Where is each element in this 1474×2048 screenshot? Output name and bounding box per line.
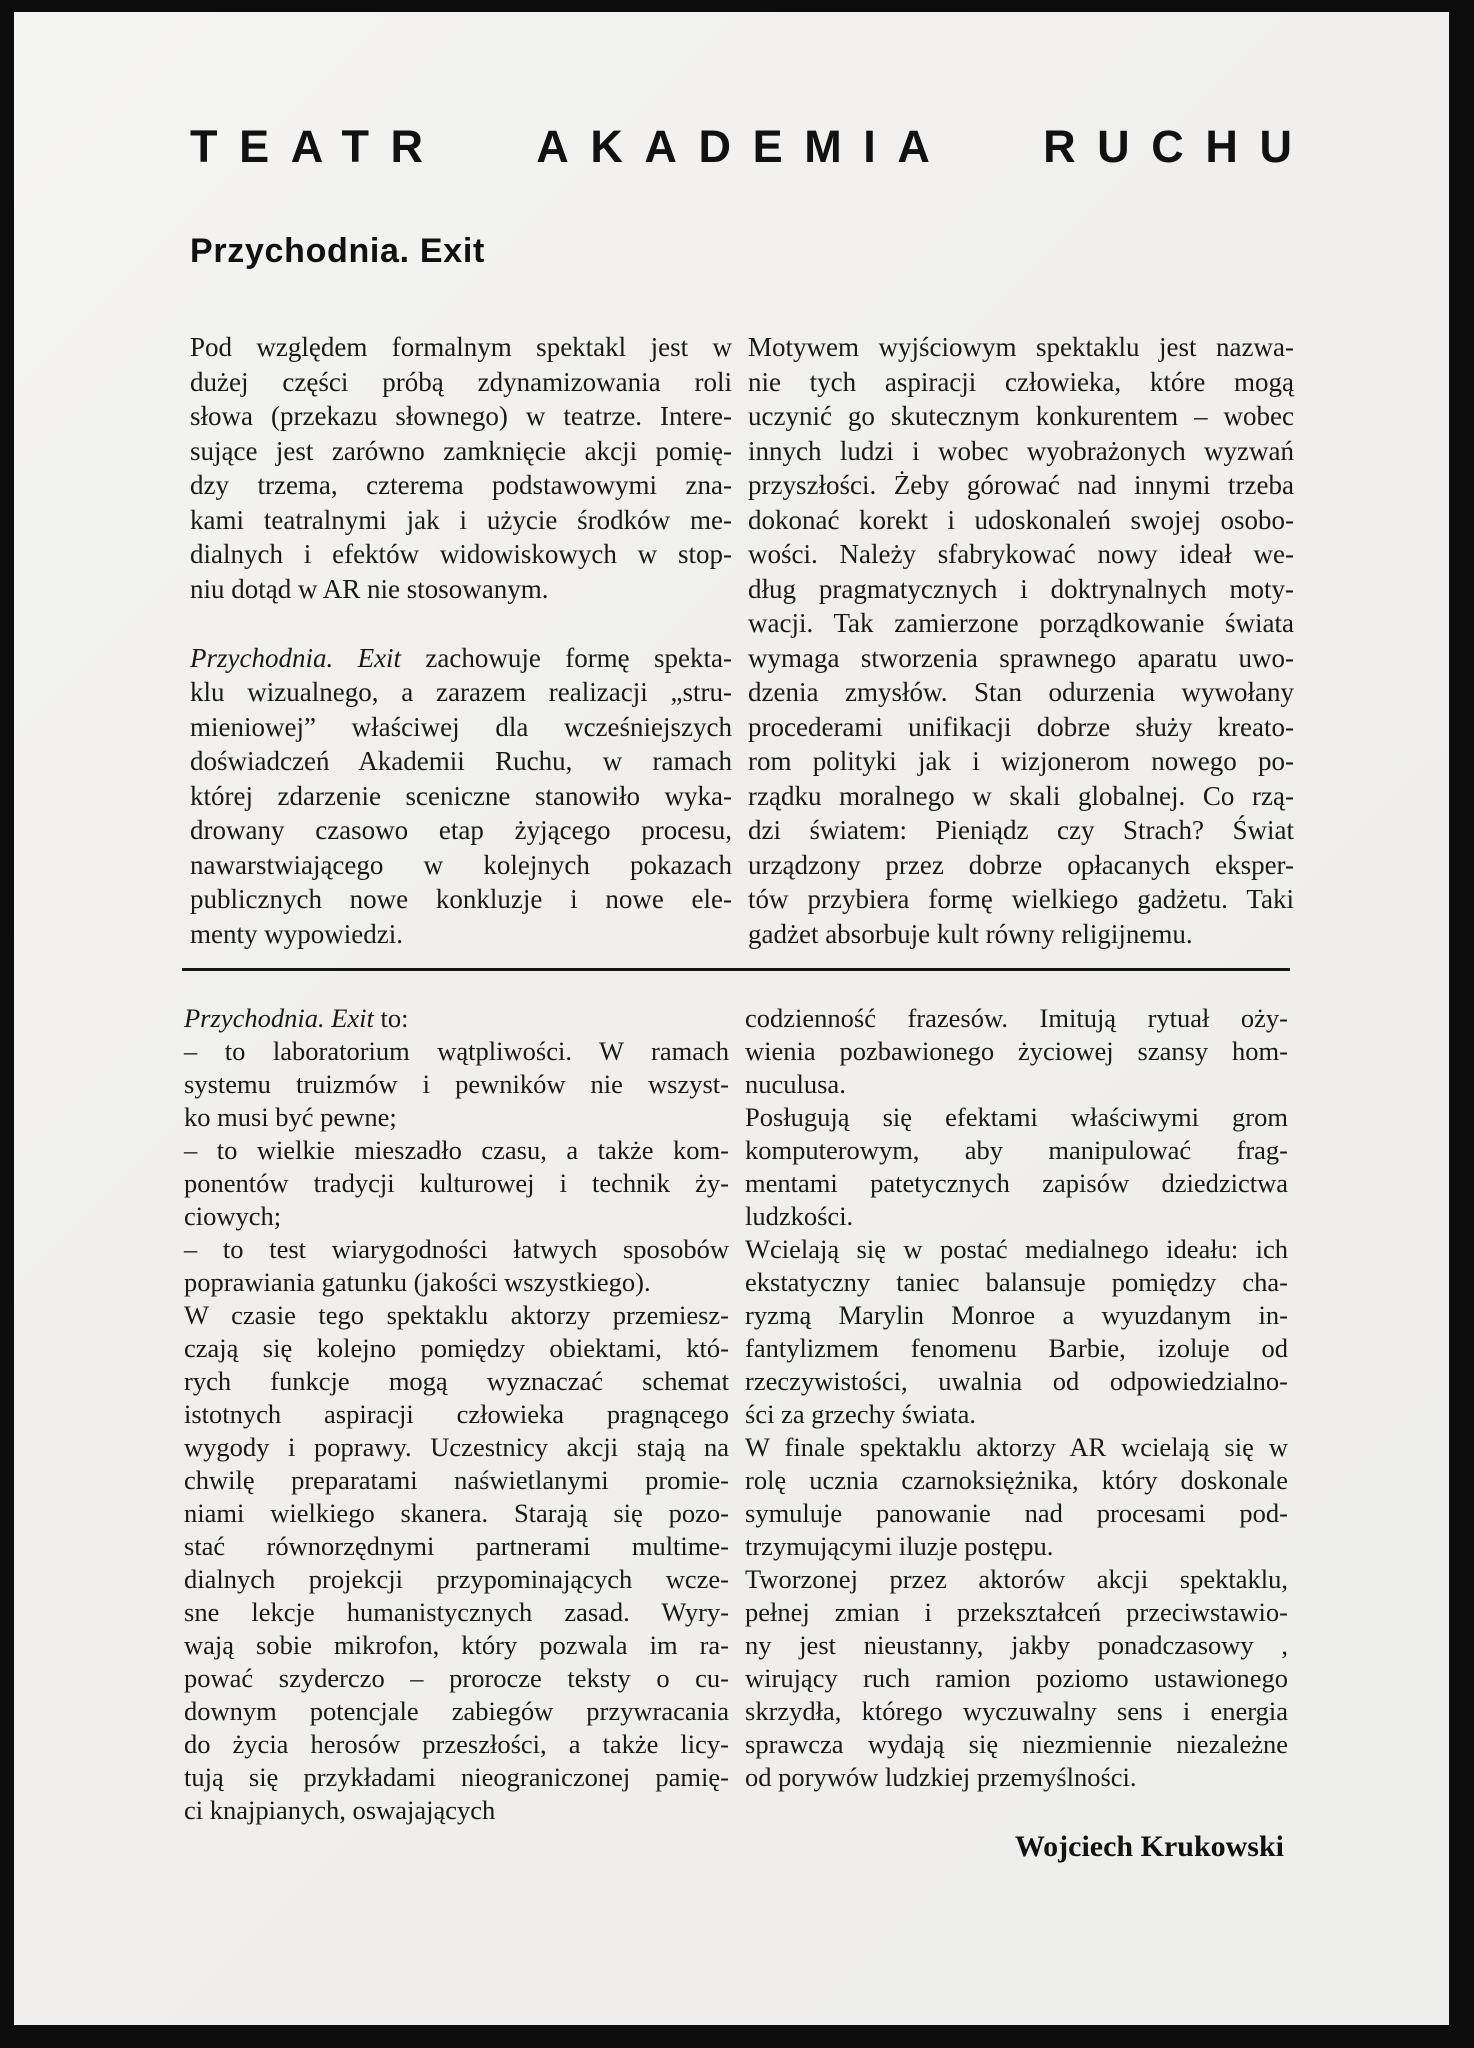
text-line: ciowych; <box>184 1201 282 1231</box>
text-line: czają się kolejno pomiędzy obiektami, któ- <box>184 1333 729 1363</box>
horizontal-divider <box>182 968 1290 971</box>
text-line: ludzkości. <box>745 1201 854 1231</box>
text-line: rych funkcje mogą wyznaczać schemat <box>184 1366 729 1396</box>
text-line: sne lekcje humanistycznych zasad. Wyry- <box>184 1597 729 1627</box>
text-line: pować szyderczo – prorocze teksty o cu- <box>184 1663 729 1693</box>
text-line: wienia pozbawionego życiowej szansy hom- <box>745 1036 1288 1066</box>
text-line: codzienność frazesów. Imitują rytuał oży- <box>745 1003 1288 1033</box>
text-line: pełnej zmian i przekształceń przeciwstawio- <box>745 1597 1288 1627</box>
text-line: chwilę preparatami naświetlanymi promie- <box>184 1465 729 1495</box>
paragraph <box>745 1101 1288 1233</box>
text-line: Wcielają się w postać medialnego ideału: ich <box>745 1234 1288 1264</box>
lower-right-column <box>745 1002 1288 1863</box>
text-line: klu wizualnego, a zarazem realizacji „stru- <box>190 677 732 707</box>
text-line: od porywów ludzkiej przemyślności. <box>745 1762 1137 1792</box>
text-line: dialnych projekcji przypominających wcze- <box>184 1564 729 1594</box>
text-line: niami wielkiego skanera. Starają się pozo- <box>184 1498 729 1528</box>
paragraph <box>184 1035 729 1134</box>
paragraph <box>748 330 1294 951</box>
text-line: urządzony przez dobrze opłacanych eksper- <box>748 849 1294 880</box>
text-line: doświadczeń Akademii Ruchu, w ramach <box>190 746 732 776</box>
performance-title: Przychodnia. Exit <box>190 232 485 270</box>
text-line: – to laboratorium wątpliwości. W ramach <box>184 1036 729 1066</box>
text-line: systemu truizmów i pewników nie wszyst- <box>184 1069 729 1099</box>
text-line: ko musi być pewne; <box>184 1102 397 1132</box>
text-line: Motywem wyjściowym spektaklu jest nazwa- <box>748 332 1294 362</box>
text-line: rom polityki jak i wizjonerom nowego po- <box>748 746 1294 776</box>
text-line: Przychodnia. Exit to: <box>184 1003 409 1033</box>
paragraph <box>184 1233 729 1299</box>
text-line: procederami unifikacji dobrze służy kreato- <box>748 711 1294 742</box>
text-line: wają sobie mikrofon, który pozwala im ra- <box>184 1630 729 1660</box>
text-line: drowany czasowo etap żyjącego procesu, <box>190 815 732 845</box>
theatre-masthead <box>190 121 1314 172</box>
masthead-word: AKADEMIA <box>536 121 952 172</box>
text-line: sujące jest zarówno zamknięcie akcji pomię- <box>190 435 732 466</box>
text-line: – to test wiarygodności łatwych sposobów <box>184 1234 729 1264</box>
text-line: do życia herosów przeszłości, a także licy- <box>184 1729 729 1759</box>
text-line: kami teatralnymi jak i użycie środków me- <box>190 504 732 535</box>
author-signature: Wojciech Krukowski <box>1014 1830 1284 1863</box>
text-line: skrzydła, którego wyczuwalny sens i energia <box>745 1696 1288 1726</box>
text-line: wymaga stworzenia sprawnego aparatu uwo- <box>748 642 1294 673</box>
text-line: słowa (przekazu słownego) w teatrze. Intere- <box>190 401 732 431</box>
paragraph <box>745 1563 1288 1794</box>
text-line: ści za grzechy świata. <box>745 1399 977 1429</box>
text-line: której zdarzenie sceniczne stanowiło wyka- <box>190 780 732 811</box>
text-line: wości. Należy sfabrykować nowy ideał we- <box>748 539 1294 569</box>
text-line: wygody i poprawy. Uczestnicy akcji stają na <box>184 1432 729 1462</box>
text-line: gadżet absorbuje kult równy religijnemu. <box>748 918 1193 949</box>
paragraph <box>190 330 732 606</box>
paragraph <box>745 1002 1288 1101</box>
lower-right-text <box>745 1002 1288 1794</box>
masthead-word: RUCHU <box>1043 121 1314 172</box>
lower-left-column <box>184 1002 729 1863</box>
text-line: sprawcza wydają się niezmiennie niezależne <box>745 1729 1288 1759</box>
text-line: W finale spektaklu aktorzy AR wcielają się w <box>745 1432 1288 1462</box>
text-line: symuluje panowanie nad procesami pod- <box>745 1498 1288 1528</box>
text-line: dokonać korekt i udoskonaleń swojej osobo- <box>748 504 1294 535</box>
paragraph <box>745 1431 1288 1563</box>
text-line: ponentów tradycji kulturowej i technik ży- <box>184 1168 729 1198</box>
text-line: ci knajpianych, oswajających <box>184 1795 496 1825</box>
text-line: ny jest nieustanny, jakby ponadczasowy , <box>745 1630 1288 1660</box>
text-line: fantylizmem fenomenu Barbie, izoluje od <box>745 1333 1288 1363</box>
text-line: W czasie tego spektaklu aktorzy przemiesz- <box>184 1300 729 1330</box>
text-line: komputerowym, aby manipulować frag- <box>745 1135 1288 1165</box>
text-line: wirujący ruch ramion poziomo ustawionego <box>745 1663 1288 1693</box>
text-line: stać równorzędnymi partnerami multime- <box>184 1531 729 1561</box>
section-upper <box>190 330 1294 951</box>
text-line: wacji. Tak zamierzone porządkowanie świata <box>748 608 1294 638</box>
text-line: ekstatyczny taniec balansuje pomiędzy cha- <box>745 1267 1288 1297</box>
text-line: rządku moralnego w skali globalnej. Co rzą- <box>748 780 1294 811</box>
text-line: ryzmą Marylin Monroe a wyuzdanym in- <box>745 1300 1288 1330</box>
text-line: nie tych aspiracji człowieka, które mogą <box>748 366 1294 397</box>
paragraph <box>745 1233 1288 1431</box>
text-line: trzymującymi iluzje postępu. <box>745 1531 1054 1561</box>
text-line: mentami patetycznych zapisów dziedzictwa <box>745 1168 1288 1198</box>
upper-right-column <box>748 330 1294 951</box>
paragraph <box>184 1299 729 1827</box>
text-line: tów przybiera formę wielkiego gadżetu. Taki <box>748 884 1294 914</box>
text-line: innych ludzi i wobec wyobrażonych wyzwań <box>748 435 1294 466</box>
text-line: menty wypowiedzi. <box>190 918 403 949</box>
text-line: Posługują się efektami właściwymi grom <box>745 1102 1288 1132</box>
paragraph <box>184 1134 729 1233</box>
text-line: mieniowej” właściwej dla wcześniejszych <box>190 711 732 742</box>
text-line: przyszłości. Żeby górować nad innymi trzeba <box>748 470 1294 500</box>
text-line: tują się przykładami nieograniczonej pamię- <box>184 1762 729 1792</box>
text-line: dzenia zmysłów. Stan odurzenia wywołany <box>748 677 1294 707</box>
text-line: Tworzonej przez aktorów akcji spektaklu, <box>745 1564 1288 1594</box>
text-line: rolę ucznia czarnoksiężnika, który doskonale <box>745 1465 1288 1495</box>
text-line: dialnych i efektów widowiskowych w stop- <box>190 539 732 569</box>
text-line: dzy trzema, czterema podstawowymi zna- <box>190 470 732 500</box>
text-line: publicznych nowe konkluzje i nowe ele- <box>190 884 732 914</box>
text-line: nuculusa. <box>745 1069 846 1099</box>
section-lower <box>184 1002 1288 1863</box>
text-line: istotnych aspiracji człowieka pragnącego <box>184 1399 729 1429</box>
text-line: downym potencjale zabiegów przywracania <box>184 1696 729 1726</box>
text-line: nawarstwiającego w kolejnych pokazach <box>190 849 732 880</box>
text-line: uczynić go skutecznym konkurentem – wobec <box>748 401 1294 431</box>
text-line: Przychodnia. Exit zachowuje formę spekta- <box>190 642 732 673</box>
text-line: dużej części próbą zdynamizowania roli <box>190 366 732 397</box>
text-line: dzi światem: Pieniądz czy Strach? Świat <box>748 815 1294 845</box>
text-line: – to wielkie mieszadło czasu, a także kom- <box>184 1135 729 1165</box>
text-line: dług pragmatycznych i doktrynalnych moty- <box>748 573 1294 604</box>
masthead-word: TEATR <box>190 121 445 172</box>
text-line: rzeczywistości, uwalnia od odpowiedzialno- <box>745 1366 1288 1396</box>
scanned-page <box>14 12 1449 2025</box>
text-line: niu dotąd w AR nie stosowanym. <box>190 573 549 604</box>
upper-left-column <box>190 330 732 951</box>
paragraph <box>190 641 732 952</box>
text-line: poprawiania gatunku (jakości wszystkiego). <box>184 1267 651 1297</box>
paragraph <box>184 1002 729 1035</box>
text-line: Pod względem formalnym spektakl jest w <box>190 332 732 362</box>
